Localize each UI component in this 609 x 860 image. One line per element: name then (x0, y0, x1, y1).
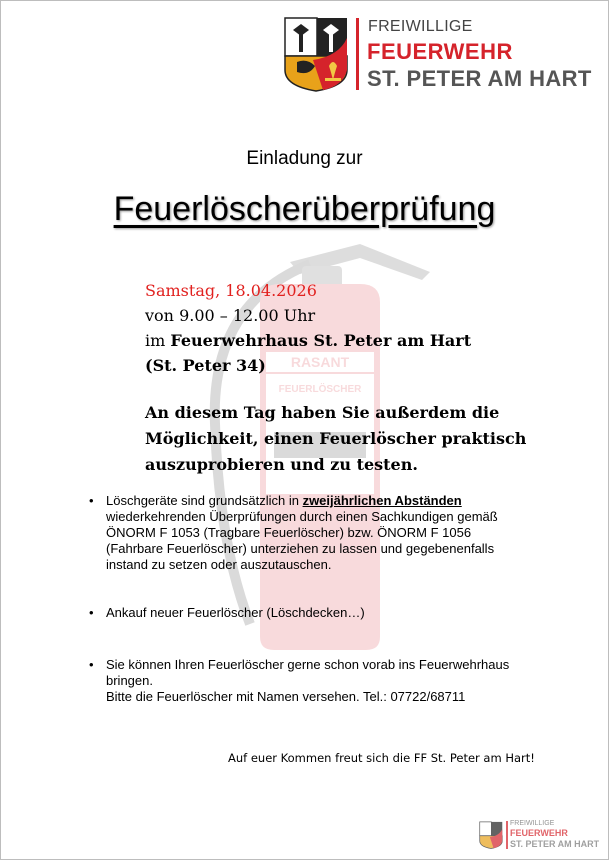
dropoff-info-a: Sie können Ihren Feuerlöscher gerne schon vorab ins Feuerwehrhaus bringen. (106, 657, 510, 688)
footer-logo-line-freiwillige: FREIWILLIGE (510, 820, 555, 827)
bullet-marker: • (89, 493, 94, 508)
closing-line: Auf euer Kommen freut sich die FF St. Peter am Hart! (228, 751, 535, 765)
extinguisher-brand-text: RASANT (290, 354, 350, 370)
coat-of-arms-icon (283, 16, 349, 92)
event-date: Samstag, 18.04.2026 (145, 281, 317, 300)
footer-logo-line-feuerwehr: FEUERWEHR (510, 828, 568, 838)
bullet-marker: • (89, 605, 94, 620)
dropoff-info-b: Bitte die Feuerlöscher mit Namen versehen. Tel.: 07722/68711 (106, 689, 466, 704)
inspection-interval: zweijährlichen Abständen (302, 493, 462, 508)
footer-coat-of-arms-icon (479, 820, 503, 850)
event-place-line (145, 328, 471, 353)
event-place-prefix: im (145, 331, 171, 350)
page-title: Feuerlöscherüberprüfung (113, 190, 496, 228)
logo-line-freiwillige: FREIWILLIGE (368, 18, 473, 35)
logo-line-town: ST. PETER AM HART (367, 66, 592, 91)
event-details (145, 278, 471, 378)
invitation-intro: Einladung zur (246, 148, 363, 169)
ff-logo (283, 16, 598, 92)
logo-line-feuerwehr: FEUERWEHR (367, 39, 513, 64)
dropoff-info (106, 657, 531, 705)
inspection-info (106, 493, 531, 573)
inspection-info-c: wiederkehrenden Überprüfungen durch einen Sachkundigen gemäß ÖNORM F 1053 (Tragbare Feuerlöscher) bzw. ÖNORM F 1056 (Fahrbare Feuerlöscher) unterziehen zu lassen und gegebenenfalls instand zu setzen oder auszutauschen. (106, 509, 498, 572)
bullet-marker: • (89, 657, 94, 672)
logo-divider (356, 18, 359, 90)
practice-note: An diesem Tag haben Sie außerdem die Möglichkeit, einen Feuerlöscher praktisch auszuprobieren und zu testen. (145, 403, 527, 474)
footer-logo-divider (506, 821, 508, 849)
event-time: von 9.00 – 12.00 Uhr (145, 306, 316, 325)
inspection-info-a: Löschgeräte sind grundsätzlich in (106, 493, 303, 508)
event-place: Feuerwehrhaus St. Peter am Hart (170, 331, 472, 350)
event-address: (St. Peter 34) (145, 356, 266, 375)
extinguisher-label-text: FEUERLÖSCHER (278, 384, 362, 395)
purchase-info: Ankauf neuer Feuerlöscher (Löschdecken…) (106, 605, 365, 620)
footer-logo-line-town: ST. PETER AM HART (510, 839, 600, 849)
footer-logo (479, 820, 604, 854)
